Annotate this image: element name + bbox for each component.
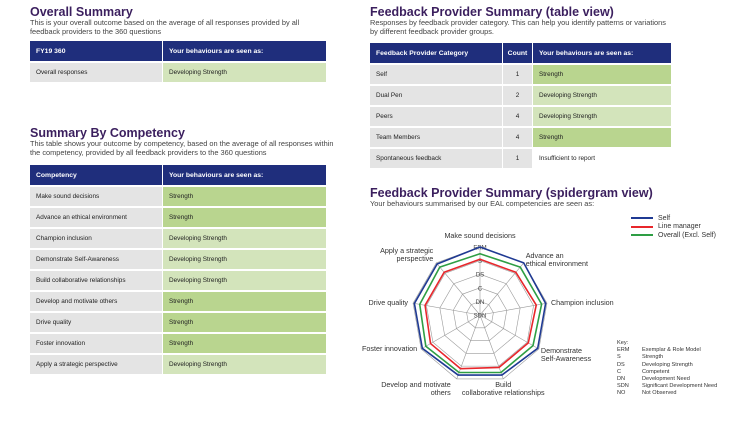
row-label: Overall responses	[30, 63, 163, 82]
legend-label: Line manager	[658, 223, 701, 231]
provider-outcome: Developing Strength	[533, 107, 671, 126]
key-text: Strength	[642, 354, 664, 361]
table-row	[30, 229, 326, 248]
legend-swatch	[631, 226, 653, 228]
competency-table	[30, 163, 326, 376]
overall-summary-table	[30, 39, 326, 84]
key-text: Exemplar & Role Model	[642, 347, 701, 354]
overall-summary-title: Overall Summary	[30, 5, 133, 19]
key-text: Not Observed	[642, 390, 677, 397]
provider-category: Spontaneous feedback	[370, 149, 503, 168]
provider-category: Peers	[370, 107, 503, 126]
rating-key	[617, 340, 717, 398]
axis-label: Build collaborative relationships	[461, 379, 545, 397]
key-text: Competent	[642, 368, 670, 375]
overall-summary-description: This is your overall outcome based on the average of all responses provided by all feedback providers to the 360 questions	[30, 18, 300, 36]
row-outcome: Developing Strength	[163, 63, 326, 82]
provider-count: 1	[503, 65, 533, 84]
grid-spoke	[436, 263, 480, 315]
key-title: Key:	[617, 340, 629, 346]
axis-label: Develop and motivate others	[381, 379, 451, 397]
competency-name: Advance an ethical environment	[30, 208, 163, 227]
table-row	[30, 187, 326, 206]
competency-summary-description: This table shows your outcome by competency, based on the average of all responses within the competency, provided by all feedback providers to the 360 questions	[30, 139, 334, 157]
competency-name: Demonstrate Self-Awareness	[30, 250, 163, 269]
scale-tick-label: SDN	[473, 313, 487, 320]
table-header-row	[370, 43, 671, 63]
table-row	[30, 208, 326, 227]
competency-outcome: Strength	[163, 313, 326, 332]
key-text: Development Need	[642, 376, 690, 383]
axis-label: Champion inclusion	[550, 298, 614, 308]
legend-label: Self	[658, 214, 671, 222]
grid-spoke	[480, 315, 503, 379]
scale-tick-label: DS	[475, 272, 485, 279]
table-row	[30, 334, 326, 353]
column-header: Your behaviours are seen as:	[163, 165, 326, 185]
axis-label: Make sound decisions	[444, 231, 516, 240]
provider-outcome: Developing Strength	[533, 86, 671, 105]
provider-count: 4	[503, 107, 533, 126]
key-code: DN	[617, 376, 626, 383]
key-row	[617, 390, 717, 397]
legend-swatch	[631, 234, 653, 236]
axis-label: Apply a strategic perspective	[380, 245, 434, 263]
competency-name: Champion inclusion	[30, 229, 163, 248]
spidergram-description: Your behaviours summarised by our EAL competencies are seen as:	[370, 199, 595, 208]
competency-outcome: Developing Strength	[163, 250, 326, 269]
scale-tick-label: DN	[475, 299, 485, 306]
table-row	[30, 271, 326, 290]
axis-label: Drive quality	[368, 298, 409, 308]
legend-item-overall	[631, 231, 716, 240]
provider-outcome: Strength	[533, 128, 671, 147]
provider-category: Team Members	[370, 128, 503, 147]
column-header: Feedback Provider Category	[370, 43, 503, 63]
axis-label: Advance an ethical environment	[525, 250, 589, 268]
competency-name: Foster innovation	[30, 334, 163, 353]
table-row	[370, 86, 671, 105]
column-header: Your behaviours are seen as:	[533, 43, 671, 63]
grid-spoke	[477, 263, 524, 315]
key-code: S	[617, 354, 621, 361]
table-row	[30, 250, 326, 269]
competency-outcome: Strength	[163, 208, 326, 227]
competency-outcome: Developing Strength	[163, 355, 326, 374]
competency-name: Apply a strategic perspective	[30, 355, 163, 374]
legend-swatch	[631, 217, 653, 219]
key-code: SDN	[617, 383, 629, 390]
provider-count: 4	[503, 128, 533, 147]
key-row	[617, 362, 717, 369]
provider-outcome: Insufficient to report	[533, 149, 671, 168]
table-row	[370, 107, 671, 126]
column-header: Competency	[30, 165, 163, 185]
grid-spoke	[413, 303, 480, 315]
provider-table-description: Responses by feedback provider category. This can help you identify patterns or variations by different feedback provider groups.	[370, 18, 666, 36]
competency-outcome: Developing Strength	[163, 229, 326, 248]
table-header-row	[30, 41, 326, 61]
provider-table	[370, 41, 671, 170]
axis-label: Demonstrate Self-Awareness	[540, 346, 592, 363]
column-header: Your behaviours are seen as:	[163, 41, 326, 61]
legend-item-line-manager	[631, 223, 716, 232]
competency-outcome: Developing Strength	[163, 271, 326, 290]
provider-count: 1	[503, 149, 533, 168]
table-row	[370, 128, 671, 147]
competency-outcome: Strength	[163, 292, 326, 311]
table-row	[370, 149, 671, 168]
table-row	[30, 355, 326, 374]
provider-category: Self	[370, 65, 503, 84]
chart-legend	[631, 214, 716, 240]
scale-tick-label: C	[477, 286, 483, 293]
provider-table-title: Feedback Provider Summary (table view)	[370, 5, 614, 19]
legend-label: Overall (Excl. Self)	[658, 231, 716, 239]
competency-name: Develop and motivate others	[30, 292, 163, 311]
scale-tick-label: ERM	[473, 245, 487, 252]
axis-label: Foster innovation	[361, 344, 418, 353]
legend-item-self	[631, 214, 716, 223]
competency-name: Make sound decisions	[30, 187, 163, 206]
column-header: FY19 360	[30, 41, 163, 61]
competency-summary-title: Summary By Competency	[30, 126, 185, 140]
provider-count: 2	[503, 86, 533, 105]
key-row	[617, 376, 717, 383]
table-row	[370, 65, 671, 84]
competency-name: Drive quality	[30, 313, 163, 332]
table-header-row	[30, 165, 326, 185]
competency-outcome: Strength	[163, 334, 326, 353]
key-code: ERM	[617, 347, 630, 354]
key-code: C	[617, 368, 622, 375]
provider-category: Dual Pen	[370, 86, 503, 105]
table-row	[30, 63, 326, 82]
provider-outcome: Strength	[533, 65, 671, 84]
spidergram-title: Feedback Provider Summary (spidergram view)	[370, 186, 653, 200]
key-row	[617, 383, 717, 390]
key-row	[617, 347, 717, 354]
table-row	[30, 313, 326, 332]
key-code: DS	[617, 361, 625, 368]
key-text: Significant Development Need	[642, 383, 718, 390]
column-header: Count	[503, 43, 533, 63]
key-text: Developing Strength	[642, 361, 693, 368]
key-row	[617, 354, 717, 361]
competency-name: Build collaborative relationships	[30, 271, 163, 290]
competency-outcome: Strength	[163, 187, 326, 206]
table-row	[30, 292, 326, 311]
key-row	[617, 369, 717, 376]
spidergram-chart	[340, 215, 750, 432]
scale-tick-label: S	[477, 259, 483, 266]
key-code: NO	[617, 390, 626, 397]
